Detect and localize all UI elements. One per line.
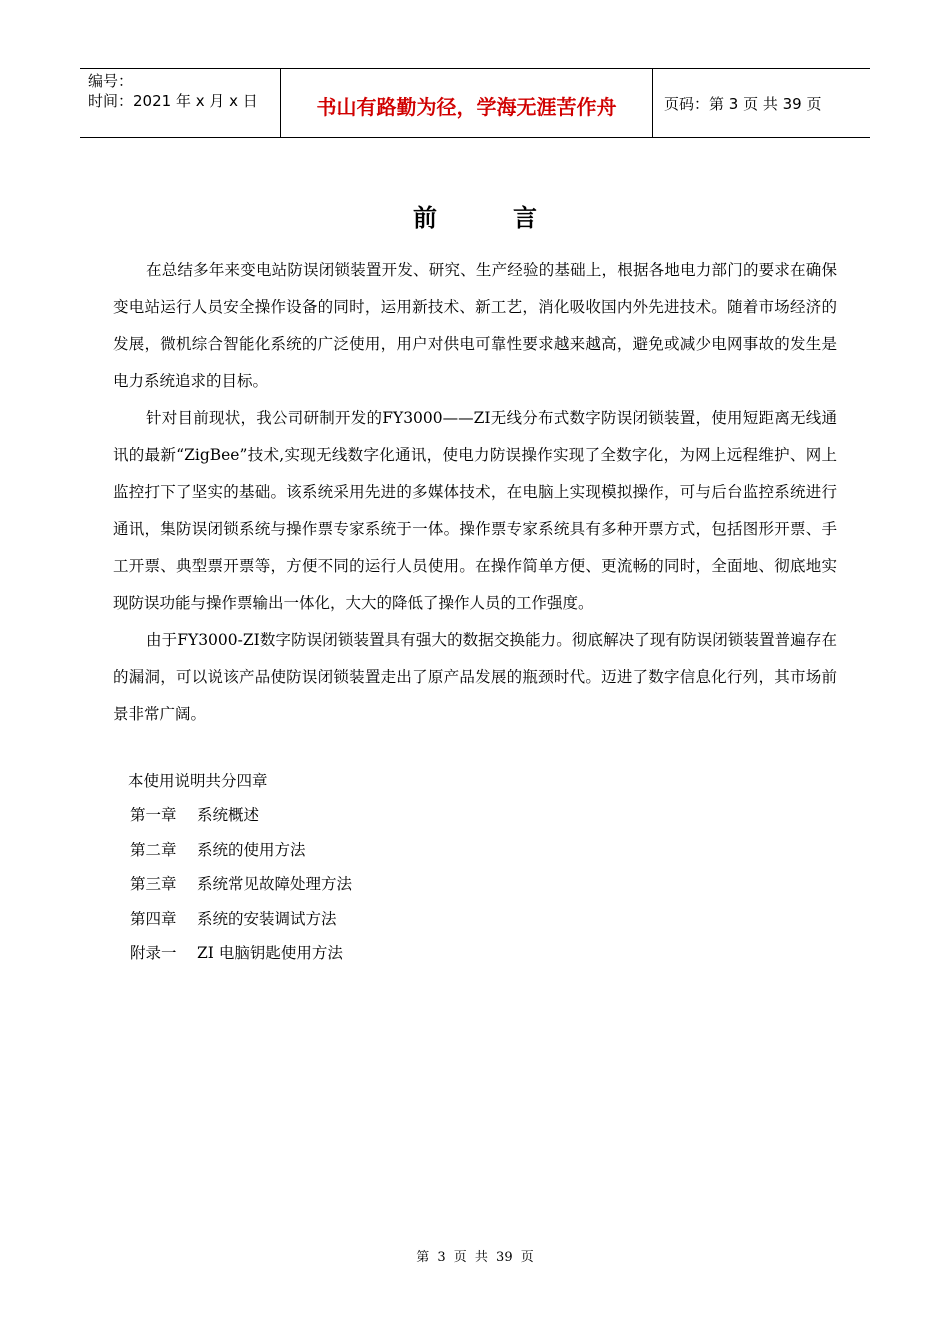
page-header [80, 68, 870, 138]
chapter-number: 附录一 [130, 944, 177, 962]
chapter-name: 系统常见故障处理方法 [197, 875, 353, 893]
document-body [113, 252, 837, 733]
paragraph: 针对目前现状，我公司研制开发的FY3000——ZI无线分布式数字防误闭锁装置，使用短距离无线通讯的最新“ZigBee”技术,实现无线数字化通讯，使电力防误操作实现了全数字化，为网上远程维护、网上监控打下了坚实的基础。该系统采用先进的多媒体技术，在电脑上实现模拟操作，可与后台监控系统进行通讯，集防误闭锁系统与操作票专家系统于一体。操作票专家系统具有多种开票方式，包括图形开票、手工开票、典型票开票等，方便不同的运行人员使用。在操作简单方便、更流畅的同时，全面地、彻底地实现防误功能与操作票输出一体化，大大的降低了操作人员的工作强度。 [113, 409, 837, 612]
chapter-number: 第一章 [130, 806, 177, 824]
chapter-name: 系统的安装调试方法 [197, 909, 337, 928]
paragraph: 由于FY3000-ZI数字防误闭锁装置具有强大的数据交换能力。彻底解决了现有防误闭锁装置普遍存在的漏洞，可以说该产品使防误闭锁装置走出了原产品发展的瓶颈时代。迈进了数字信息化行列，其市场前景非常广阔。 [113, 631, 837, 723]
page-footer: 第 3 页 共 39 页 [416, 1250, 534, 1265]
page-title: 前言 [413, 204, 613, 232]
chapter-item [130, 867, 352, 902]
chapter-number: 第二章 [130, 840, 177, 859]
chapter-list [113, 764, 352, 971]
chapter-name: 系统的使用方法 [197, 840, 306, 859]
header-page-number: 页码：第 3 页 共 39 页 [664, 94, 822, 113]
date-label: 时间：2021 年 x 月 x 日 [88, 92, 258, 110]
chapter-number: 第四章 [130, 909, 177, 928]
header-meta [80, 69, 281, 137]
chapter-number: 第三章 [130, 875, 177, 893]
chapter-item [130, 833, 352, 868]
chapter-list-intro: 本使用说明共分四章 [128, 772, 268, 790]
chapter-name: ZI 电脑钥匙使用方法 [197, 944, 343, 962]
serial-label: 编号： [88, 72, 134, 90]
chapter-item [130, 936, 352, 971]
chapter-name: 系统概述 [197, 806, 260, 824]
paragraph: 在总结多年来变电站防误闭锁装置开发、研究、生产经验的基础上，根据各地电力部门的要求在确保变电站运行人员安全操作设备的同时，运用新技术、新工艺，消化吸收国内外先进技术。随着市场经济的发展，微机综合智能化系统的广泛使用，用户对供电可靠性要求越来越高，避免或减少电网事故的发生是电力系统追求的目标。 [113, 261, 837, 390]
chapter-item [130, 798, 352, 833]
chapter-item [130, 902, 352, 937]
header-motto: 书山有路勤为径，学海无涯苦作舟 [281, 69, 653, 137]
